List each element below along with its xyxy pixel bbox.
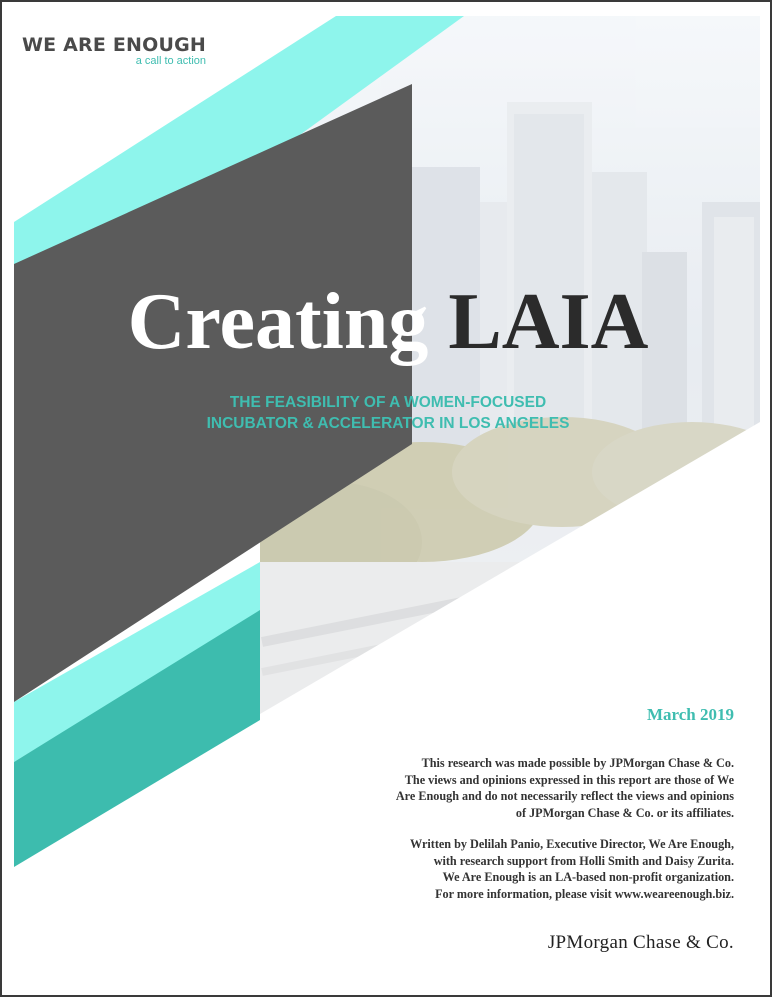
logo-wordmark: WE ARE ENOUGH (22, 34, 207, 56)
funder-note-line: Are Enough and do not necessarily reflect the views and opinions (395, 789, 734, 803)
credits (410, 836, 734, 902)
funder-note-line: The views and opinions expressed in this report are those of We (404, 772, 734, 787)
credits-line: We Are Enough is an LA-based non-profit organization. (442, 870, 734, 884)
we-are-enough-logo (22, 36, 206, 67)
credits-line: Written by Delilah Panio, Executive Director, We Are Enough, (410, 837, 734, 851)
jpmorgan-chase-logo: JPMorgan Chase & Co. (547, 932, 734, 953)
publication-date: March 2019 (646, 705, 734, 724)
subtitle (2, 392, 772, 434)
funder-note-line: This research was made possible by JPMorgan Chase & Co. (421, 756, 734, 770)
credits-line: For more information, please visit www.weareenough.biz. (435, 886, 734, 901)
credits-line: with research support from Holli Smith and Daisy Zurita. (433, 853, 734, 868)
title-word-creating: Creating (127, 278, 429, 366)
funder-note-line: of JPMorgan Chase & Co. or its affiliates. (515, 805, 734, 820)
subtitle-line: INCUBATOR & ACCELERATOR IN LOS ANGELES (206, 415, 570, 432)
logo-tagline: a call to action (135, 55, 207, 67)
title-word-laia: LAIA (448, 278, 649, 366)
funder-note (396, 755, 734, 821)
subtitle-line: THE FEASIBILITY OF A WOMEN-FOCUSED (229, 394, 547, 411)
page-title (2, 278, 772, 366)
